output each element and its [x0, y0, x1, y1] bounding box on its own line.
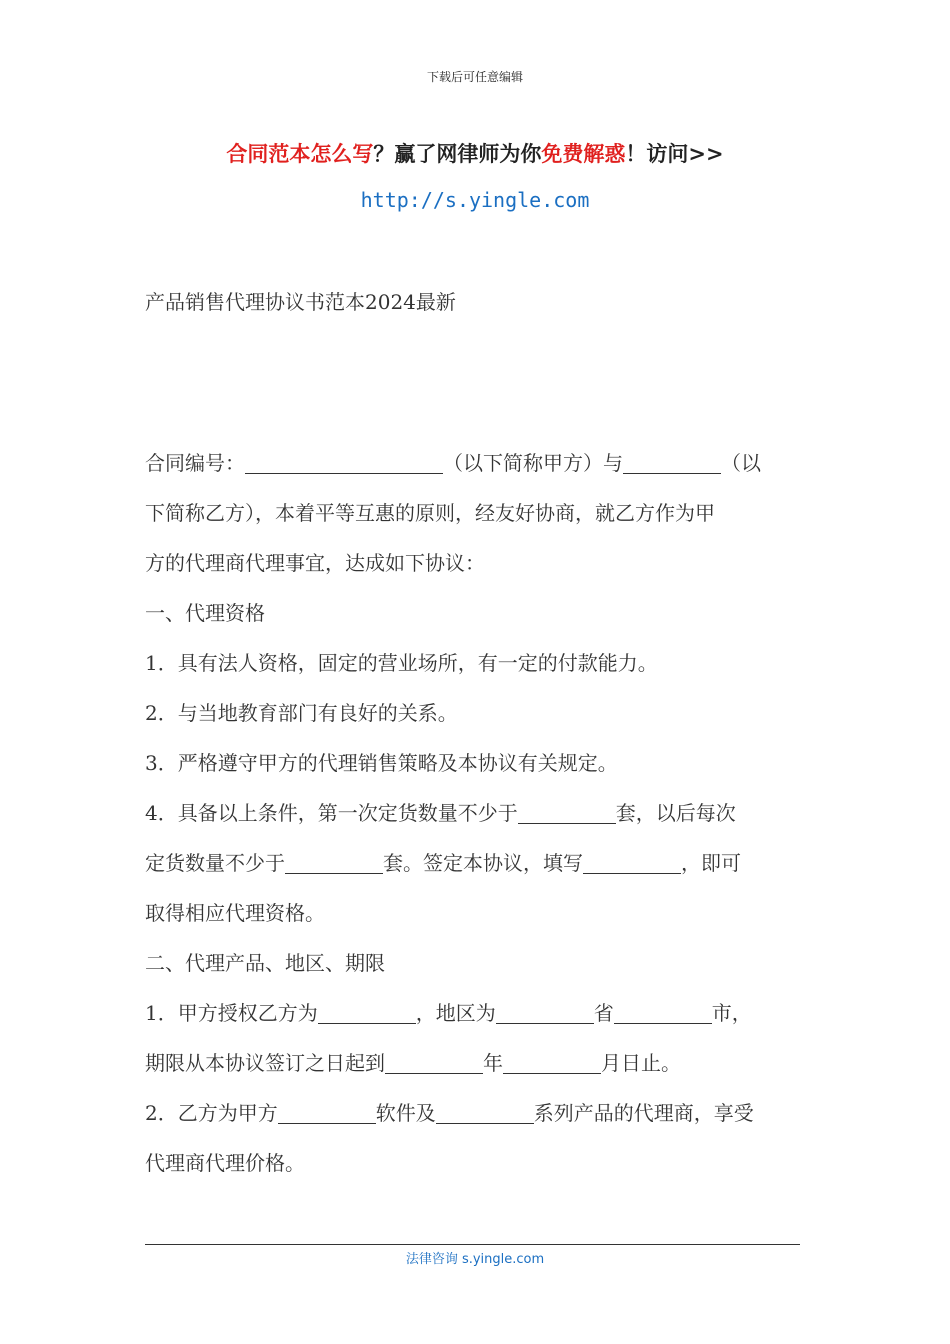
ad-text-1: ？赢了网律师为你	[373, 141, 542, 166]
ad-text-2: ！访问>>	[625, 141, 724, 166]
item-text: 套。签定本协议，填写	[383, 851, 583, 875]
fill-blank	[385, 1052, 483, 1074]
section-heading-1: 一、代理资格	[145, 601, 265, 625]
footer-link[interactable]: 法律咨询 s.yingle.com	[405, 1252, 545, 1267]
item-text: 省	[593, 1001, 614, 1025]
document-title: 产品销售代理协议书范本2024最新	[145, 290, 456, 314]
item-text: 期限从本协议签订之日起到	[145, 1051, 385, 1075]
ad-banner[interactable]	[0, 138, 950, 168]
list-item-continued: 代理商代理价格。	[145, 1151, 305, 1175]
item-text: 4．具备以上条件，第一次定货数量不少于	[145, 801, 518, 825]
item-text: ，即可	[681, 851, 741, 875]
contract-number-blank	[245, 452, 443, 474]
item-text: 月日止。	[601, 1051, 681, 1075]
list-item-continued	[145, 838, 810, 888]
intro-text: 合同编号：	[145, 451, 245, 475]
item-text: ，地区为	[415, 1001, 496, 1025]
item-text: 市，	[711, 1001, 752, 1025]
item-text: 系列产品的代理商，享受	[533, 1101, 754, 1125]
list-item: 2．与当地教育部门有良好的关系。	[145, 701, 458, 725]
intro-text: （以	[721, 451, 761, 475]
party-b-blank	[623, 452, 721, 474]
page-header-note: 下载后可任意编辑	[426, 70, 523, 84]
ad-url-link[interactable]: http://s.yingle.com	[360, 188, 590, 212]
list-item: 1．具有法人资格，固定的营业场所，有一定的付款能力。	[145, 651, 658, 675]
item-text: 1．甲方授权乙方为	[145, 1001, 318, 1025]
fill-blank	[285, 852, 383, 874]
item-text: 年	[483, 1051, 503, 1075]
item-text: 套，以后每次	[615, 801, 736, 825]
list-item-continued: 取得相应代理资格。	[145, 901, 325, 925]
fill-blank	[278, 1102, 376, 1124]
intro-text: （以下简称甲方）与	[443, 451, 623, 475]
ad-text-red-2: 免费解惑	[541, 141, 626, 166]
fill-blank	[436, 1102, 534, 1124]
fill-blank	[496, 1002, 594, 1024]
fill-blank	[518, 802, 616, 824]
fill-blank	[318, 1002, 416, 1024]
item-text: 软件及	[375, 1101, 436, 1125]
list-item	[145, 788, 810, 838]
section-heading-2: 二、代理产品、地区、期限	[145, 951, 385, 975]
intro-line-1	[145, 438, 810, 488]
item-text: 2．乙方为甲方	[145, 1101, 278, 1125]
fill-blank	[583, 852, 681, 874]
item-text: 定货数量不少于	[145, 851, 285, 875]
intro-line-3: 方的代理商代理事宜，达成如下协议：	[145, 551, 485, 575]
document-body	[145, 438, 810, 1188]
list-item: 3．严格遵守甲方的代理销售策略及本协议有关规定。	[145, 751, 618, 775]
intro-line-2: 下简称乙方），本着平等互惠的原则，经友好协商，就乙方作为甲	[145, 501, 715, 525]
ad-text-red-1: 合同范本怎么写	[226, 141, 374, 166]
list-item	[145, 1088, 810, 1138]
fill-blank	[503, 1052, 601, 1074]
fill-blank	[614, 1002, 712, 1024]
list-item-continued	[145, 1038, 810, 1088]
list-item	[145, 988, 810, 1038]
footer-divider	[145, 1244, 800, 1245]
